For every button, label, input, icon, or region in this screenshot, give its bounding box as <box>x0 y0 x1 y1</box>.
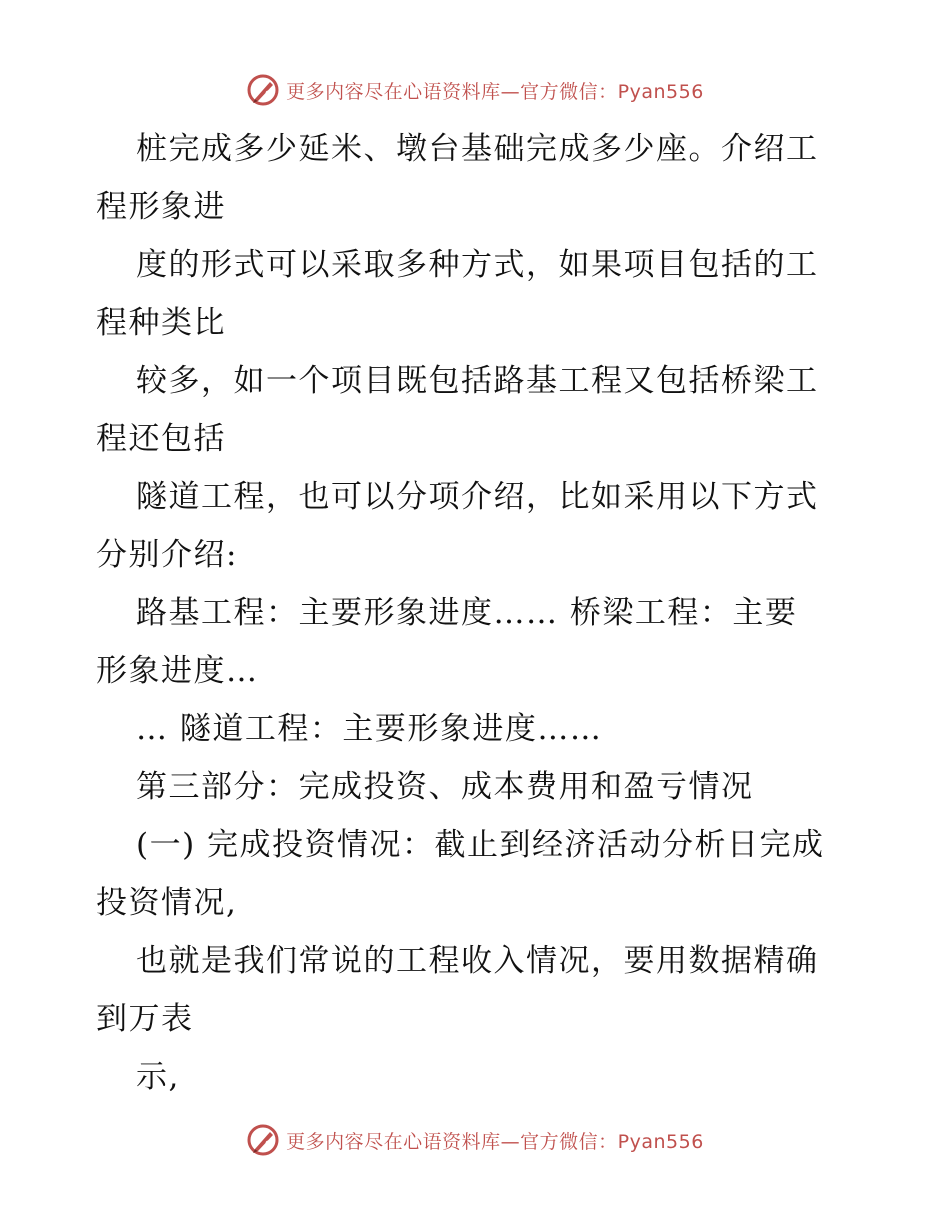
body-line: 程形象进 <box>96 189 226 225</box>
section-heading: 第三部分：完成投资、成本费用和盈亏情况 <box>136 769 754 805</box>
body-line: 路基工程：主要形象进度…… 桥梁工程：主要 <box>136 595 798 631</box>
body-line: … 隧道工程：主要形象进度…… <box>136 711 603 747</box>
body-line: 度的形式可以采取多种方式，如果项目包括的工 <box>136 247 819 283</box>
body-line: 程种类比 <box>96 305 226 341</box>
body-line: 也就是我们常说的工程收入情况，要用数据精确 <box>136 943 819 979</box>
body-line: (一) 完成投资情况：截止到经济活动分析日完成 <box>136 827 825 863</box>
footer-banner <box>0 1120 950 1160</box>
quill-pen-circle-icon <box>246 73 280 107</box>
body-line: 程还包括 <box>96 421 226 457</box>
body-line: 示, <box>136 1059 180 1095</box>
body-line: 桩完成多少延米、墩台基础完成多少座。介绍工 <box>136 131 819 167</box>
body-line: 到万表 <box>96 1001 194 1037</box>
body-line: 投资情况, <box>96 885 238 921</box>
body-line: 隧道工程，也可以分项介绍，比如采用以下方式 <box>136 479 819 515</box>
body-line: 形象进度… <box>96 653 259 689</box>
footer-banner-text: 更多内容尽在心语资料库—官方微信：Pyan556 <box>286 1130 704 1153</box>
document-body <box>0 120 950 1106</box>
header-banner <box>0 70 950 110</box>
quill-pen-circle-icon <box>246 1123 280 1157</box>
body-line: 分别介绍: <box>96 537 238 573</box>
body-line: 较多，如一个项目既包括路基工程又包括桥梁工 <box>136 363 819 399</box>
header-banner-text: 更多内容尽在心语资料库—官方微信：Pyan556 <box>286 80 704 103</box>
